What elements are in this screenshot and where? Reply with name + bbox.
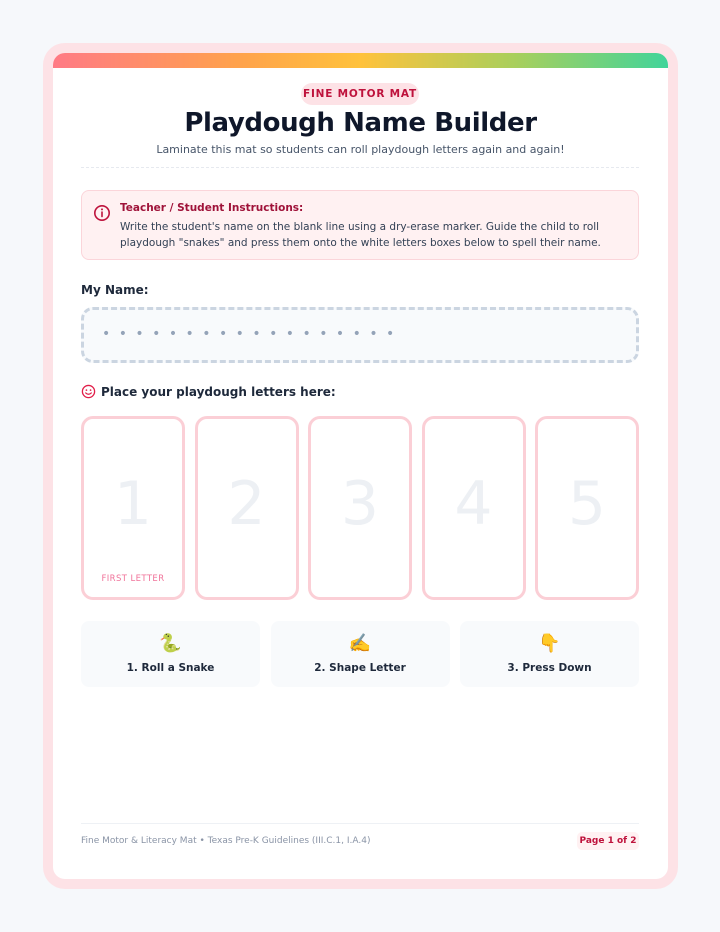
letter-box-5[interactable] (535, 416, 639, 600)
letter-box-3[interactable] (308, 416, 412, 600)
step-label: 1. Roll a Snake (126, 662, 215, 674)
step-label: 2. Shape Letter (314, 662, 406, 674)
letter-number: 2 (227, 469, 266, 539)
writing-hand-icon: ✍️ (348, 633, 372, 654)
letter-number: 4 (454, 469, 493, 539)
page-subtitle: Laminate this mat so students can roll playdough letters again and again! (156, 143, 565, 156)
step-shape-letter (271, 621, 450, 687)
category-badge: FINE MOTOR MAT (301, 83, 419, 105)
name-placeholder-dots: • • • • • • • • • • • • • • • • • • (102, 326, 397, 342)
header-divider (81, 167, 639, 168)
mat-card (53, 53, 668, 879)
letter-number: 1 (113, 469, 153, 539)
letter-caption: FIRST LETTER (101, 574, 165, 584)
instructions-text: Write the student's name on the blank line using a dry-erase marker. Guide the child to roll playdough "snakes" and press them onto the white letters boxes below to spell their name. (120, 221, 601, 249)
letter-box-1[interactable] (81, 416, 185, 600)
step-label: 3. Press Down (507, 662, 592, 674)
step-roll-snake (81, 621, 260, 687)
rainbow-bar (53, 53, 668, 68)
letter-box-2[interactable] (195, 416, 299, 600)
name-write-area[interactable] (81, 307, 639, 363)
letters-heading (81, 384, 336, 399)
smile-icon (81, 384, 96, 399)
letter-number: 5 (567, 469, 607, 539)
letters-label: Place your playdough letters here: (101, 384, 336, 399)
snake-icon: 🐍 (159, 633, 182, 654)
letter-boxes (81, 416, 639, 600)
steps-row (81, 621, 639, 687)
name-label: My Name: (81, 283, 149, 297)
letter-number: 3 (340, 469, 380, 539)
letter-box-4[interactable] (422, 416, 526, 600)
step-press-down (460, 621, 639, 687)
instructions-title: Teacher / Student Instructions: (120, 202, 304, 214)
pointing-down-icon: 👇 (538, 633, 561, 654)
page-title: Playdough Name Builder (184, 108, 537, 138)
mat-frame (43, 43, 678, 889)
footer-text: Fine Motor & Literacy Mat • Texas Pre-K Guidelines (III.C.1, I.A.4) (81, 836, 371, 846)
instructions-box (81, 190, 639, 260)
footer-divider (81, 823, 639, 824)
info-icon (93, 204, 111, 222)
page-number-badge: Page 1 of 2 (577, 832, 639, 850)
